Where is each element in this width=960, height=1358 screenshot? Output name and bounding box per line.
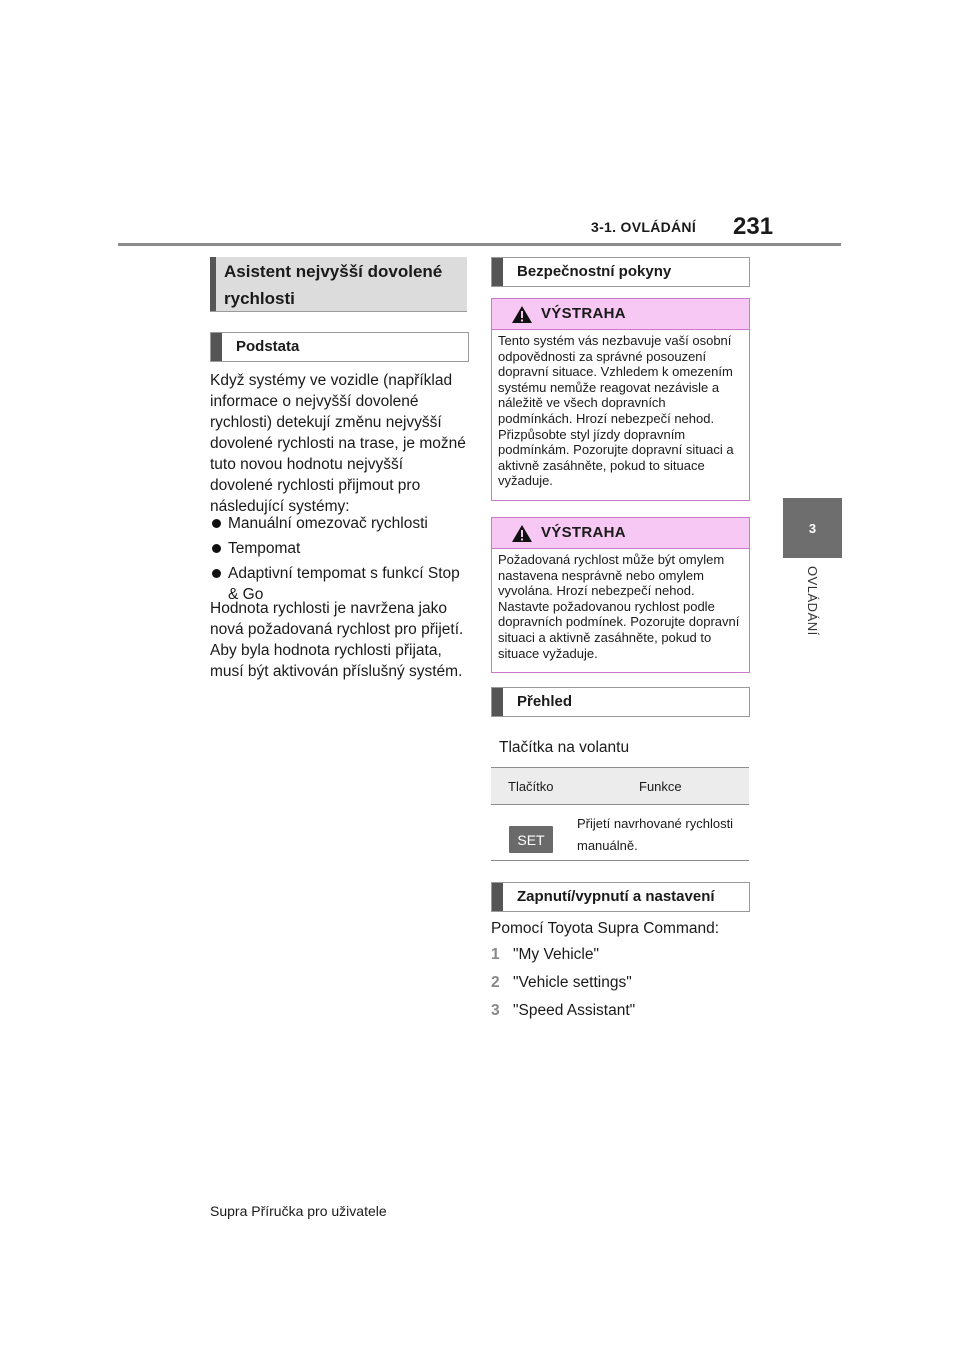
sub-heading-text: Zapnutí/vypnutí a nastavení — [517, 888, 715, 905]
list-item: Tempomat — [210, 538, 468, 559]
warning-title: VÝSTRAHA — [541, 305, 626, 322]
column-header-function: Funkce — [639, 779, 682, 794]
step-text: "Vehicle settings" — [513, 974, 632, 991]
table-header-row — [491, 768, 749, 804]
sub-heading-text: Podstata — [236, 338, 300, 355]
chapter-label — [783, 566, 842, 676]
heading-bar — [492, 883, 503, 911]
warning-box-2 — [491, 517, 750, 673]
main-heading — [210, 257, 467, 312]
list-item — [491, 972, 749, 993]
warning-header — [492, 299, 749, 330]
header-rule — [118, 243, 841, 246]
set-button-icon: SET — [509, 826, 553, 853]
heading-bar — [211, 333, 222, 361]
outro-paragraph: Hodnota rychlosti je navržena jako nová požadovaná rychlost pro přijetí. Aby byla hodnota rychlosti přijata, musí být aktivován příslušný systém. — [210, 600, 464, 680]
steps-list — [491, 944, 749, 1028]
sub-heading-overview — [491, 687, 750, 717]
table-cell-function: Přijetí navrhované rychlosti manuálně. — [577, 816, 734, 853]
bullet-icon — [212, 569, 221, 578]
footer-text: Supra Příručka pro uživatele — [210, 1203, 387, 1219]
warning-triangle-icon — [511, 305, 533, 324]
chapter-number: 3 — [808, 520, 817, 536]
list-item — [491, 1000, 749, 1021]
chapter-tab — [783, 498, 842, 558]
step-number: 1 — [491, 946, 500, 963]
main-heading-text: Asistent nejvyšší dovolené rychlosti — [224, 262, 443, 308]
warning-text: Požadovaná rychlost může být omylem nastavena nesprávně nebo omylem vyvolána. Hrozí nebezpečí nehod. Nastavte požadovanou rychlost podle dopravních podmínek. Pozorujte dopravní situaci a aktivně zasáhněte, pokud to situace vyžaduje. — [498, 552, 740, 661]
intro-paragraph: Když systémy ve vozidle (například informace o nejvyšší dovolené rychlosti) detekují změnu nejvyšší dovolené rychlosti na trase, je možné tuto novou hodnotu nejvyšší dovolené rychlosti přijmout pro následující systémy: — [210, 372, 466, 515]
section-title: 3-1. OVLÁDÁNÍ — [591, 219, 697, 235]
table-rule — [491, 860, 749, 861]
sub-heading-toggle — [491, 882, 750, 912]
list-item — [491, 944, 749, 965]
bullet-icon — [212, 519, 221, 528]
sub-heading-text: Přehled — [517, 693, 573, 710]
step-number: 3 — [491, 1002, 500, 1019]
chapter-label-text: OVLÁDÁNÍ — [805, 566, 820, 636]
heading-bar — [210, 257, 216, 311]
table-row — [491, 805, 749, 860]
step-text: "Speed Assistant" — [513, 1002, 636, 1019]
heading-bar — [492, 688, 503, 716]
step-number: 2 — [491, 974, 500, 991]
list-item: Adaptivní tempomat s funkcí Stop & Go — [210, 563, 468, 605]
sub-heading-text: Bezpečnostní pokyny — [517, 263, 672, 280]
column-header-button: Tlačítko — [508, 779, 554, 794]
warning-box-1 — [491, 298, 750, 501]
warning-triangle-icon — [511, 524, 533, 543]
bullet-icon — [212, 544, 221, 553]
page-number: 231 — [733, 213, 774, 240]
list-item: Manuální omezovač rychlosti — [210, 513, 468, 534]
table-caption: Tlačítka na volantu — [499, 739, 630, 756]
warning-title: VÝSTRAHA — [541, 524, 626, 541]
warning-header — [492, 518, 749, 549]
system-list — [210, 513, 468, 609]
step-text: "My Vehicle" — [513, 946, 599, 963]
sub-heading-podstata — [210, 332, 469, 362]
heading-bar — [492, 258, 503, 286]
sub-heading-safety — [491, 257, 750, 287]
command-intro: Pomocí Toyota Supra Command: — [491, 920, 720, 937]
warning-text: Tento systém vás nezbavuje vaší osobní odpovědnosti za správné posouzení dopravní situace. Vzhledem k omezením systému nemůže reagovat nezávisle a náležitě ve všech dopravních podmínkách. Hrozí nebezpečí nehod. Přizpůsobte styl jízdy dopravním podmínkám. Pozorujte dopravní situaci a aktivně zasáhněte, pokud to situace vyžaduje. — [498, 333, 734, 489]
buttons-table — [491, 735, 749, 863]
